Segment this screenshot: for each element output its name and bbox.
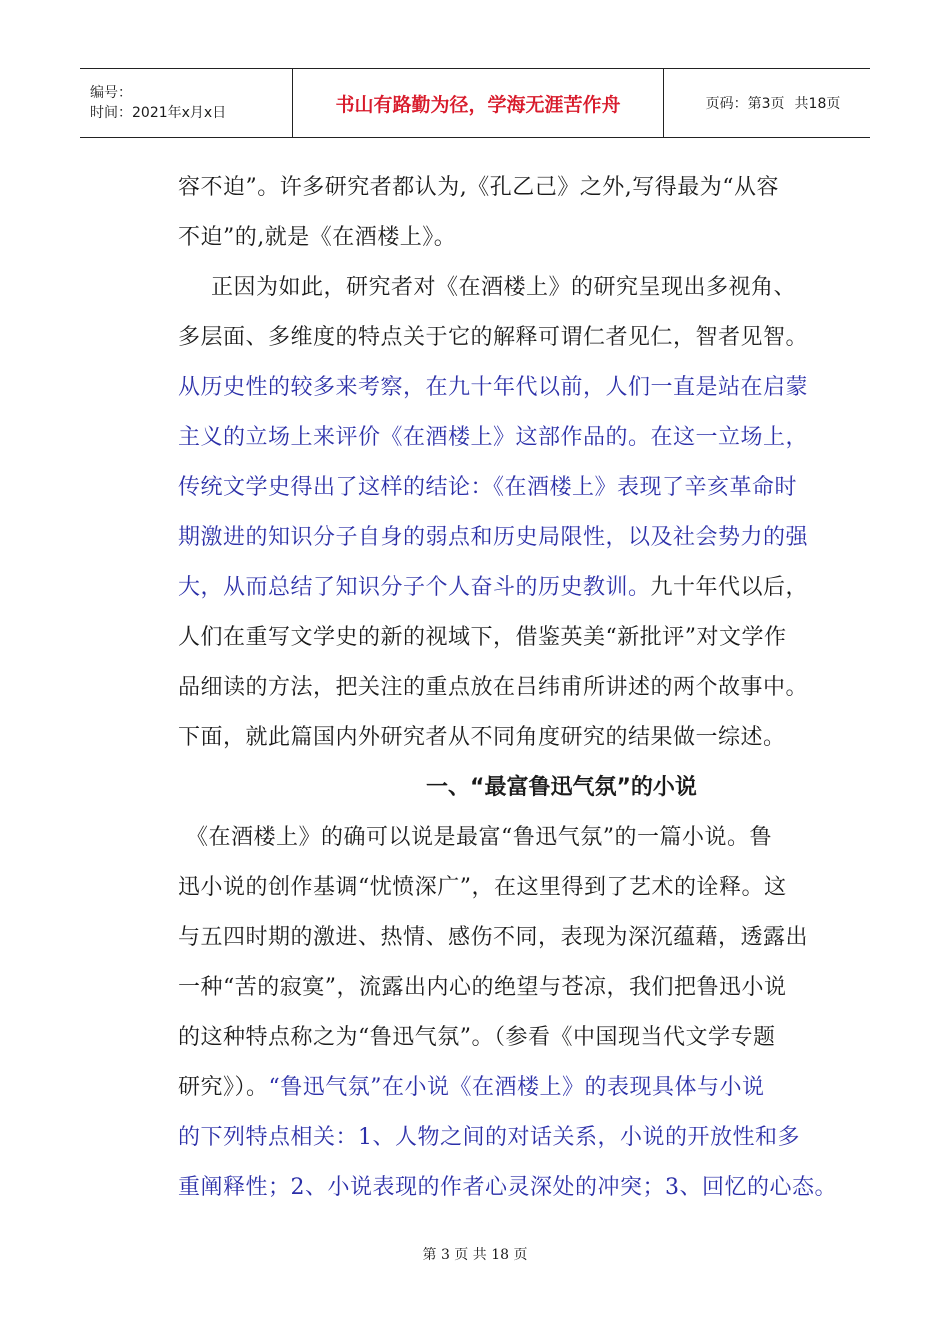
highlighted-line: 传统文学史得出了这样的结论：《在酒楼上》表现了辛亥革命时 — [178, 475, 798, 500]
highlighted-line: 期激进的知识分子自身的弱点和历史局限性，以及社会势力的强 — [178, 525, 809, 550]
text-line: 《在酒楼上》的确可以说是最富“鲁迅气氛”的一篇小说。鲁 — [186, 825, 772, 850]
text-line: 品细读的方法，把关注的重点放在吕纬甫所讲述的两个故事中。 — [178, 675, 809, 700]
text-span: 研究》）。 — [178, 1075, 269, 1100]
time-label: 时间：2021年x月x日 — [90, 105, 227, 121]
text-line: 与五四时期的激进、热情、感伤不同，表现为深沉蕴藉，透露出 — [178, 925, 809, 950]
highlighted-line: 主义的立场上来评价《在酒楼上》这部作品的。在这一立场上， — [178, 425, 809, 450]
text-line: 不迫”的,就是《在酒楼上》。 — [178, 225, 457, 250]
motto-text: 书山有路勤为径，学海无涯苦作舟 — [335, 93, 621, 116]
total-pages: 共18页 — [794, 96, 841, 112]
highlighted-line: 从历史性的较多来考察，在九十年代以前，人们一直是站在启蒙 — [178, 375, 809, 400]
document-body — [178, 163, 837, 1213]
text-line: 的这种特点称之为“鲁迅气氛”。（参看《中国现当代文学专题 — [178, 1025, 776, 1050]
highlighted-line: 的下列特点相关：1、人物之间的对话关系，小说的开放性和多 — [178, 1125, 800, 1150]
text-line: 下面，就此篇国内外研究者从不同角度研究的结果做一综述。 — [178, 725, 786, 750]
text-line: 一种“苦的寂寞”，流露出内心的绝望与苍凉，我们把鲁迅小说 — [178, 975, 787, 1000]
highlighted-line: 重阐释性；2、小说表现的作者心灵深处的冲突；3、回忆的心态。 — [178, 1175, 837, 1200]
page-header — [80, 68, 870, 138]
text-line: 迅小说的创作基调“忧愤深广”，在这里得到了艺术的诠释。这 — [178, 875, 787, 900]
header-motto — [293, 69, 664, 137]
text-line: 人们在重写文学史的新的视域下，借鉴英美“新批评”对文学作 — [178, 625, 787, 650]
header-page-info — [664, 69, 870, 137]
mixed-line — [178, 563, 818, 613]
code-label: 编号： — [90, 85, 132, 101]
text-line: 容不迫”。许多研究者都认为,《孔乙己》之外,写得最为“从容 — [178, 175, 779, 200]
section-heading: 一、“最富鲁迅气氛”的小说 — [426, 775, 697, 800]
text-line: 多层面、多维度的特点关于它的解释可谓仁者见仁，智者见智。 — [178, 325, 809, 350]
text-line: 正因为如此，研究者对《在酒楼上》的研究呈现出多视角、 — [211, 275, 797, 300]
page-footer: 第 3 页 共 18 页 — [422, 1247, 528, 1263]
header-meta — [80, 69, 293, 137]
mixed-line — [178, 1063, 818, 1113]
highlighted-span: 大，从而总结了知识分子个人奋斗的历史教训。 — [178, 575, 651, 600]
highlighted-span: “鲁迅气氛”在小说《在酒楼上》的表现具体与小说 — [268, 1075, 765, 1100]
page-code: 页码：第3页 — [705, 96, 785, 112]
text-span: 九十年代以后， — [650, 575, 809, 600]
